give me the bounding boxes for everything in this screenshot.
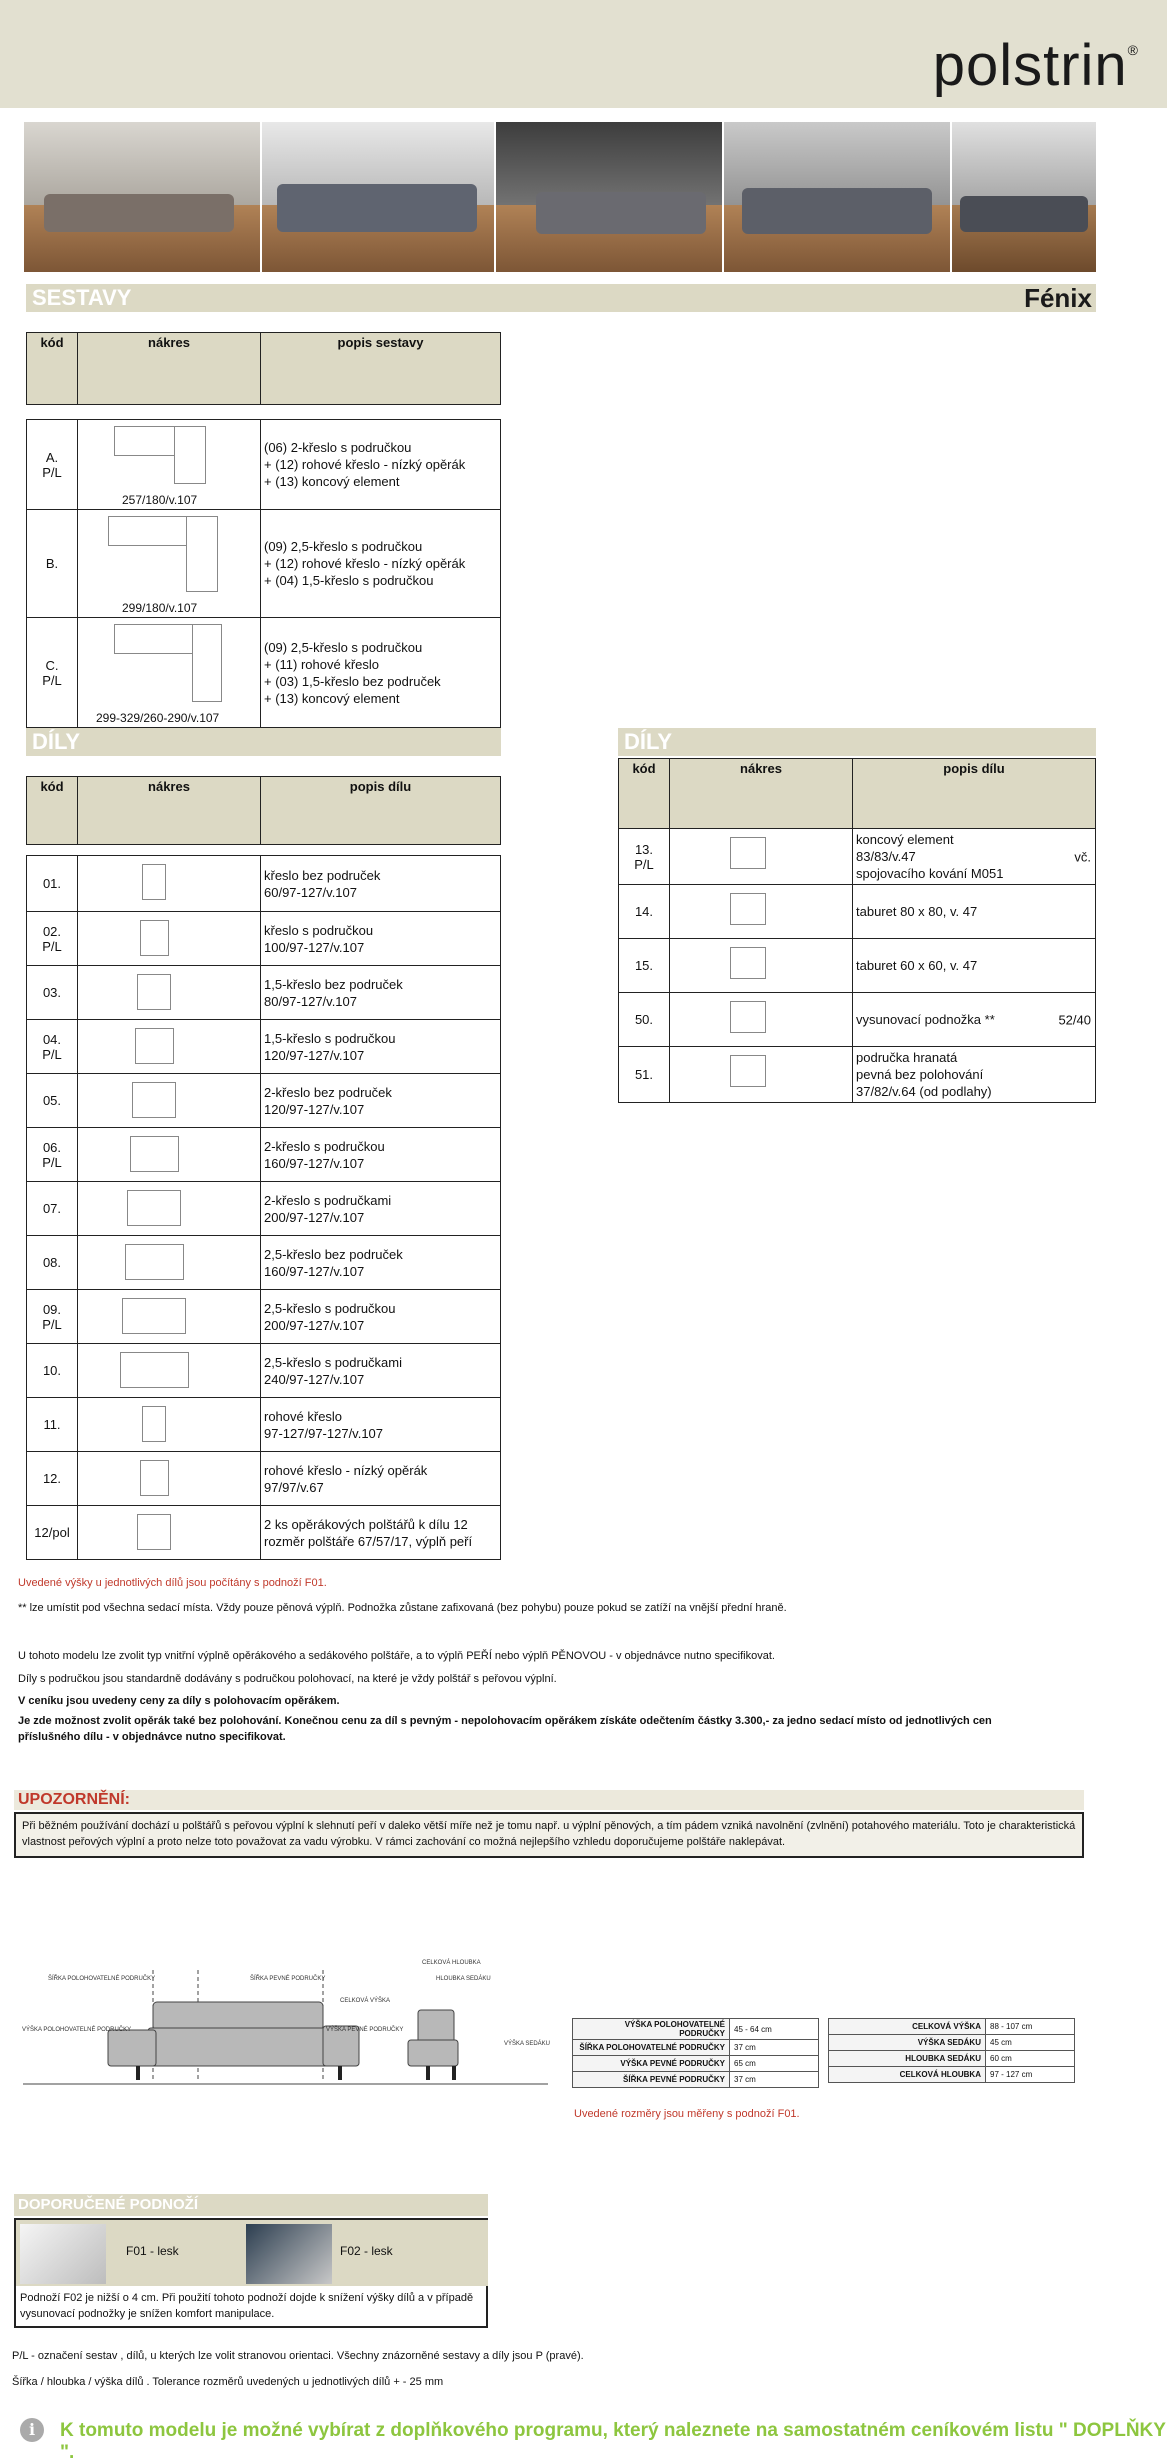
table-row: CELKOVÁ HLOUBKA 97 - 127 cm xyxy=(829,2067,1075,2083)
dily-left-bar: DÍLY xyxy=(26,728,501,756)
part-code: 07. xyxy=(27,1182,78,1236)
label-celk-vyska-1: CELKOVÁ VÝŠKA xyxy=(340,1998,391,2004)
dim-table-1 xyxy=(572,2018,819,2088)
note-p2: Díly s područkou jsou standardně dodávány s područkou polohovací, na které je vždy polštář s peřovou výplní. xyxy=(18,1673,557,1685)
product-photo-1 xyxy=(24,122,260,272)
table-row xyxy=(27,856,501,912)
table-row xyxy=(27,1398,501,1452)
label-vyska-pev: VÝŠKA PEVNÉ PODRUČKY xyxy=(326,2027,404,2033)
brand-logo: polstrin® xyxy=(932,33,1139,98)
table-row xyxy=(27,1290,501,1344)
table-row: CELKOVÁ VÝŠKA 88 - 107 cm xyxy=(829,2019,1075,2035)
dim-note: Uvedené rozměry jsou měřeny s podnoží F01. xyxy=(574,2108,800,2120)
part-code: 02. P/L xyxy=(27,912,78,966)
dily-right-table: kód nákres popis dílu 13. P/L koncový element 83/83/v.47 spojovacího kování M051 vč. 14. taburet 80 x 80, v. 47 15. taburet 60 x 60, v. 47 50. vysunovací podnožka ** 52/40 51. područka hranatá pevná bez polohování 37/82/v.64 (od podlahy) xyxy=(618,758,1096,1103)
label-hloubka-sedaku: HLOUBKA SEDÁKU xyxy=(436,1976,491,1982)
part-drawing xyxy=(78,966,261,1020)
part-code: 14. xyxy=(619,885,670,939)
part-drawing xyxy=(78,912,261,966)
part-drawing xyxy=(78,1452,261,1506)
foot-f02-label: F02 - lesk xyxy=(340,2244,393,2258)
podnozi-bar: DOPORUČENÉ PODNOŽÍ xyxy=(14,2194,488,2216)
part-desc: koncový element 83/83/v.47 spojovacího kování M051 vč. xyxy=(853,829,1096,885)
table-row xyxy=(619,829,1096,885)
part-drawing xyxy=(78,1398,261,1452)
part-desc: područka hranatá pevná bez polohování 37/82/v.64 (od podlahy) xyxy=(853,1047,1096,1103)
note-p3: V ceníku jsou uvedeny ceny za díly s polohovacím opěrákem. xyxy=(18,1695,340,1707)
table-row: VÝŠKA PEVNÉ PODRUČKY 65 cm xyxy=(573,2056,819,2072)
table-row: VÝŠKA SEDÁKU 45 cm xyxy=(829,2035,1075,2051)
table-row xyxy=(619,993,1096,1047)
label-celk-hloubka: CELKOVÁ HLOUBKA xyxy=(422,1960,481,1966)
table-row xyxy=(619,885,1096,939)
note-p1: U tohoto modelu lze zvolit typ vnitřní výplně opěrákového a sedákového polštáře, a to výplň PEŘÍ nebo výplň PĚNOVOU - v objednávce nutno specifikovat. xyxy=(18,1650,775,1662)
product-photo-4 xyxy=(724,122,950,272)
part-drawing xyxy=(78,1020,261,1074)
col-nakres: nákres xyxy=(78,333,261,405)
table-row xyxy=(27,1236,501,1290)
part-drawing xyxy=(670,829,853,885)
product-photo-3 xyxy=(496,122,722,272)
footer-line-2: Šířka / hloubka / výška dílů . Tolerance rozměrů uvedených u jednotlivých dílů + - 25 mm xyxy=(12,2376,444,2388)
part-code: 01. xyxy=(27,856,78,912)
part-drawing xyxy=(78,1128,261,1182)
product-photo-5 xyxy=(952,122,1096,272)
part-drawing xyxy=(670,885,853,939)
table-row: VÝŠKA POLOHOVATELNÉ PODRUČKY 45 - 64 cm xyxy=(573,2019,819,2040)
podnozi-box xyxy=(14,2218,488,2328)
part-drawing xyxy=(78,1236,261,1290)
table-row: C. P/L 299-329/260-290/v.107 (09) 2,5-křeslo s područkou + (11) rohové křeslo + (03) 1,5-křeslo bez područek + (13) koncový element xyxy=(27,618,501,728)
warning-text: Při běžném používání dochází u polštářů s peřovou výplní k slehnutí peří v daleko větší míře než je tomu např. u výplní pěnových, a tím pádem vzniká navolnění (zvlnění) potahového materiálu. Toto je charakteristická vlastnost peřových výplní a proto nelze toto považovat za vadu výrobku. V rámci zachování co možná nejlepšího vzhledu doporučujeme polštáře naklepávat. xyxy=(14,1812,1084,1858)
foot-f01-image xyxy=(20,2224,106,2284)
part-desc: 2 ks opěrákových polštářů k dílu 12 rozměr polštáře 67/57/17, výplň peří xyxy=(261,1506,501,1560)
table-row xyxy=(619,939,1096,993)
part-drawing xyxy=(78,856,261,912)
part-code: 10. xyxy=(27,1344,78,1398)
table-row xyxy=(27,1506,501,1560)
part-desc: taburet 80 x 80, v. 47 xyxy=(853,885,1096,939)
part-code: 15. xyxy=(619,939,670,993)
part-desc: křeslo s područkou 100/97-127/v.107 xyxy=(261,912,501,966)
table-row xyxy=(27,966,501,1020)
part-code: 12/pol xyxy=(27,1506,78,1560)
sestavy-table xyxy=(26,332,501,728)
table-row xyxy=(27,1074,501,1128)
label-vyska-sedaku: VÝŠKA SEDÁKU xyxy=(504,2041,551,2047)
promo-text: K tomuto modelu je možné vybírat z doplňkového programu, který naleznete na samostatném ceníkovém listu " DOPLŇKY ". xyxy=(60,2420,1166,2463)
dimension-diagram xyxy=(18,1950,558,2095)
part-drawing xyxy=(78,1074,261,1128)
foot-f02-image xyxy=(246,2224,332,2284)
podnozi-text: Podnoží F02 je nižší o 4 cm. Při použití tohoto podnoží dojde k snížení výšky dílů a v případě vysunovací podnožky je snížen komfort manipulace. xyxy=(20,2292,474,2320)
col-popis: popis sestavy xyxy=(261,333,501,405)
part-drawing xyxy=(78,1182,261,1236)
dily-left-table: kód nákres popis dílu 01. křeslo bez područek 60/97-127/v.107 02. P/L křeslo s područkou 100/97-127/v.107 03. 1,5-křeslo bez područek 80/97-127/v.107 04. P/L 1,5-křeslo s područkou 120/97-127/v.107 05. 2-křeslo bez područek 120/97-127/v.107 06. P/L 2-křeslo s područkou 160/97-127/v.107 07. 2-křeslo s područkami 200/97-127/v.107 08. 2,5-křeslo bez područek 160/97-127/v.107 09. P/L 2,5-křeslo s područkou 200/97-127/v.107 10. 2,5-křeslo s područkami 240/97-127/v.107 11. rohové křeslo 97-127/97-127/v.107 12. rohové křeslo - nízký opěrák 97/97/v.67 12/pol 2 ks opěrákových polštářů k dílu 12 rozměr polštáře 67/57/17, výplň peří xyxy=(26,776,501,1560)
part-code: 05. xyxy=(27,1074,78,1128)
table-row: ŠÍŘKA PEVNÉ PODRUČKY 37 cm xyxy=(573,2072,819,2088)
product-photo-2 xyxy=(262,122,494,272)
dily-right-bar: DÍLY xyxy=(618,728,1096,756)
part-drawing xyxy=(78,1506,261,1560)
model-name: Fénix xyxy=(1024,283,1092,313)
part-desc: 2-křeslo s područkou 160/97-127/v.107 xyxy=(261,1128,501,1182)
part-code: 51. xyxy=(619,1047,670,1103)
part-drawing xyxy=(670,1047,853,1103)
part-desc: 1,5-křeslo bez područek 80/97-127/v.107 xyxy=(261,966,501,1020)
table-row xyxy=(27,1182,501,1236)
part-desc: 2,5-křeslo bez područek 160/97-127/v.107 xyxy=(261,1236,501,1290)
col-kod: kód xyxy=(27,333,78,405)
part-desc: rohové křeslo 97-127/97-127/v.107 xyxy=(261,1398,501,1452)
label-sirka-pol: ŠÍŘKA POLOHOVATELNÉ PODRUČKY xyxy=(48,1976,156,1982)
table-row: B. 299/180/v.107 (09) 2,5-křeslo s područkou + (12) rohové křeslo - nízký opěrák + (04) 1,5-křeslo s područkou xyxy=(27,510,501,618)
table-row: ŠÍŘKA POLOHOVATELNÉ PODRUČKY 37 cm xyxy=(573,2040,819,2056)
part-drawing xyxy=(670,993,853,1047)
foot-f01-label: F01 - lesk xyxy=(126,2244,179,2258)
note-heights: Uvedené výšky u jednotlivých dílů jsou počítány s podnoží F01. xyxy=(18,1577,327,1589)
part-code: 50. xyxy=(619,993,670,1047)
sestava-drawing: 299-329/260-290/v.107 xyxy=(78,618,261,728)
part-desc: 2,5-křeslo s područkami 240/97-127/v.107 xyxy=(261,1344,501,1398)
table-row xyxy=(27,1128,501,1182)
table-row: HLOUBKA SEDÁKU 60 cm xyxy=(829,2051,1075,2067)
part-code: 03. xyxy=(27,966,78,1020)
part-desc: 2-křeslo s područkami 200/97-127/v.107 xyxy=(261,1182,501,1236)
label-vyska-pol: VÝŠKA POLOHOVATELNÉ PODRUČKY xyxy=(22,2027,132,2033)
part-code: 09. P/L xyxy=(27,1290,78,1344)
table-row: A. P/L 257/180/v.107 (06) 2-křeslo s područkou + (12) rohové křeslo - nízký opěrák + (13) koncový element xyxy=(27,420,501,510)
part-code: 08. xyxy=(27,1236,78,1290)
part-code: 04. P/L xyxy=(27,1020,78,1074)
part-drawing xyxy=(670,939,853,993)
sestavy-bar: SESTAVY Fénix xyxy=(26,284,1096,312)
part-desc: 2-křeslo bez područek 120/97-127/v.107 xyxy=(261,1074,501,1128)
dim-table-2 xyxy=(828,2018,1075,2083)
footer-line-1: P/L - označení sestav , dílů, u kterých lze volit stranovou orientaci. Všechny znázorněné sestavy a díly jsou P (pravé). xyxy=(12,2350,584,2362)
part-code: 11. xyxy=(27,1398,78,1452)
table-row xyxy=(27,1020,501,1074)
table-row xyxy=(27,912,501,966)
part-desc: 2,5-křeslo s područkou 200/97-127/v.107 xyxy=(261,1290,501,1344)
part-code: 13. P/L xyxy=(619,829,670,885)
table-row xyxy=(27,1452,501,1506)
table-row xyxy=(619,1047,1096,1103)
part-drawing xyxy=(78,1290,261,1344)
note-star: ** lze umístit pod všechna sedací místa. Vždy pouze pěnová výplň. Podnožka zůstane zafixovaná (bez pohybu) pouze pokud se zatíží na vnější přední hraně. xyxy=(18,1602,787,1614)
part-desc: taburet 60 x 60, v. 47 xyxy=(853,939,1096,993)
table-row xyxy=(27,1344,501,1398)
sestava-drawing: 257/180/v.107 xyxy=(78,420,261,510)
part-desc: křeslo bez područek 60/97-127/v.107 xyxy=(261,856,501,912)
note-p4: Je zde možnost zvolit opěrák také bez polohování. Konečnou cenu za díl s pevným - nepolohovacím opěrákem získáte odečtením částky 3.300,- za jedno sedací místo od jednotlivých cen příslušného dílu - v objednávce nutno specifikovat. xyxy=(18,1715,992,1743)
part-desc: vysunovací podnožka ** 52/40 xyxy=(853,993,1096,1047)
part-desc: 1,5-křeslo s područkou 120/97-127/v.107 xyxy=(261,1020,501,1074)
label-sirka-pev: ŠÍŘKA PEVNÉ PODRUČKY xyxy=(250,1976,326,1982)
sestava-drawing: 299/180/v.107 xyxy=(78,510,261,618)
part-code: 12. xyxy=(27,1452,78,1506)
warning-title: UPOZORNĚNÍ: xyxy=(14,1790,1084,1810)
info-icon: i xyxy=(20,2418,44,2442)
part-desc: rohové křeslo - nízký opěrák 97/97/v.67 xyxy=(261,1452,501,1506)
part-drawing xyxy=(78,1344,261,1398)
part-code: 06. P/L xyxy=(27,1128,78,1182)
